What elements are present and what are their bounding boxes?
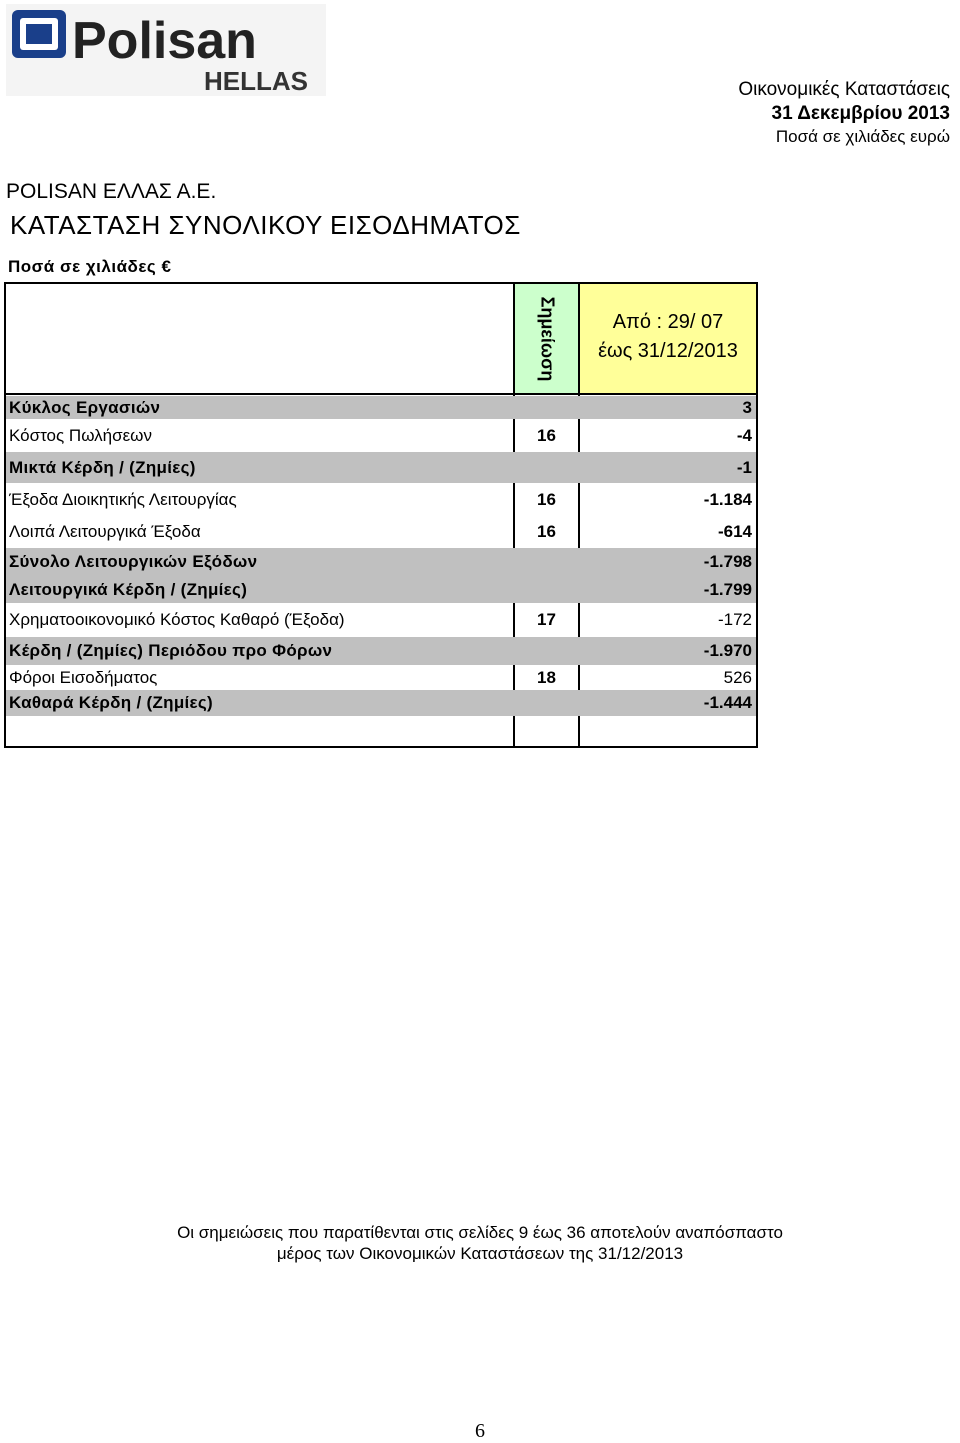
table-row: Κέρδη / (Ζημίες) Περιόδου προ Φόρων -1.970: [6, 637, 756, 665]
statement-header: [738, 78, 950, 148]
page-number: 6: [475, 1420, 485, 1442]
table-row: Λειτουργικά Κέρδη / (Ζημίες) -1.799: [6, 576, 756, 603]
period-column-header: [580, 284, 756, 394]
header-divider: [4, 393, 758, 395]
svg-text:Polisan: Polisan: [72, 12, 257, 70]
polisan-hellas-logo: [6, 4, 326, 96]
table-row: Κύκλος Εργασιών 3: [6, 396, 756, 419]
units-note: Ποσά σε χιλιάδες €: [8, 257, 172, 276]
table-row: Μικτά Κέρδη / (Ζημίες) -1: [6, 452, 756, 483]
header-date: 31 Δεκεμβρίου 2013: [771, 103, 950, 124]
header-units: Ποσά σε χιλιάδες ευρώ: [775, 127, 950, 146]
company-name: POLISAN ΕΛΛΑΣ Α.Ε.: [6, 180, 217, 203]
table-row: Καθαρά Κέρδη / (Ζημίες) -1.444: [6, 690, 756, 716]
table-row: Κόστος Πωλήσεων 16 -4: [9, 426, 752, 445]
svg-text:HELLAS: HELLAS: [204, 66, 308, 96]
period-to: έως 31/12/2013: [598, 340, 738, 362]
table-row: Σύνολο Λειτουργικών Εξόδων -1.798: [6, 548, 756, 576]
page-title: ΚΑΤΑΣΤΑΣΗ ΣΥΝΟΛΙΚΟΥ ΕΙΣΟΔΗΜΑΤΟΣ: [10, 210, 521, 240]
header-line1: Οικονομικές Καταστάσεις: [738, 79, 950, 100]
table-row: Λοιπά Λειτουργικά Έξοδα 16 -614: [9, 521, 752, 541]
table-row: Χρηματοοικονομικό Κόστος Καθαρό (Έξοδα) 17 -172: [9, 610, 752, 629]
footer-note: Οι σημειώσεις που παρατίθενται στις σελίδες 9 έως 36 αποτελούν αναπόσπαστο μέρος των Οικονομικών Καταστάσεων της 31/12/2013: [177, 1223, 783, 1263]
table-row: Έξοδα Διοικητικής Λειτουργίας 16 -1.184: [9, 489, 752, 509]
period-from: Από : 29/ 07: [612, 311, 724, 333]
table-row: Φόροι Εισοδήματος 18 526: [9, 668, 752, 687]
note-column-header: Σημείωση: [515, 284, 578, 394]
